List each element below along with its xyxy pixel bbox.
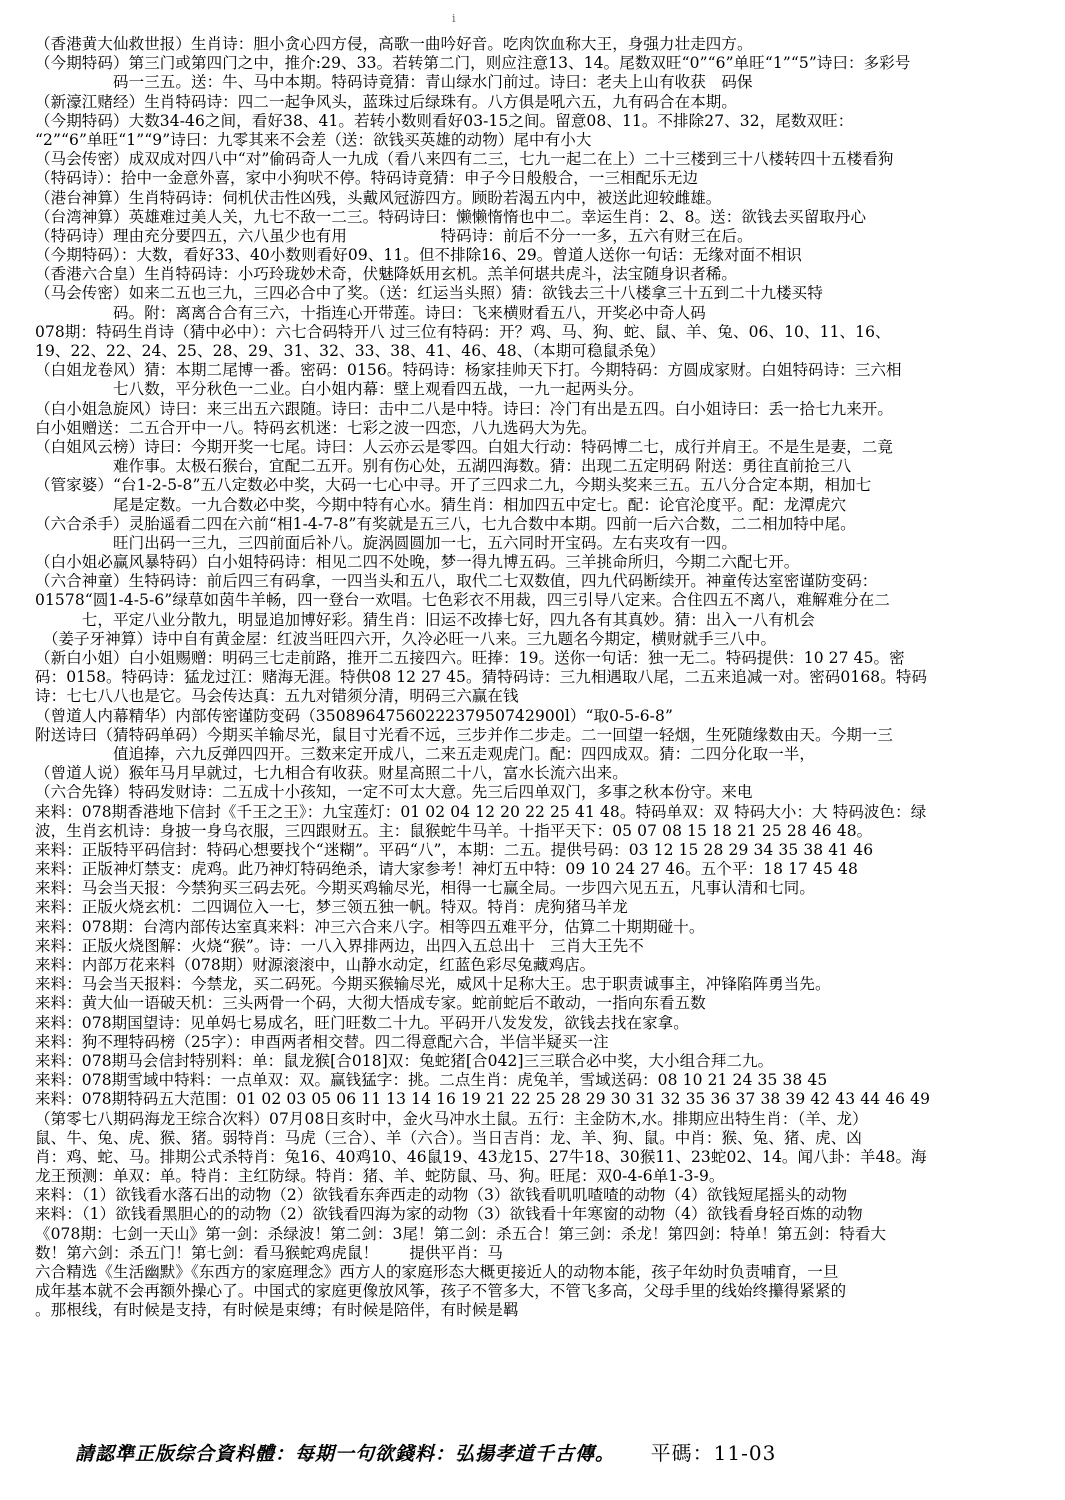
text-line: 码一三五。送：牛、马中本期。特码诗竟猜：青山绿水门前过。诗曰：老夫上山有收获 码保 xyxy=(35,73,753,92)
text-line: （今期特码）第三门或第四门之中，推介:29、33。若转第二门，则应注意13、14。尾数双旺“0”“6”单旺“1”“5”诗曰：多彩号 xyxy=(35,54,911,73)
text-line: 来料：078期国望诗：见单妈七易成名，旺门旺数二十九。平码开八发发发，欲钱去找在家拿。 xyxy=(35,1013,689,1032)
text-line: 来料：内部万花来料（078期）财源滚滚中，山静水动定，红蓝色彩尽兔藏鸡店。 xyxy=(35,956,596,974)
text-line: （第零七八期码海龙王综合次料）07月08日亥时中，金火马冲水土鼠。五行：主金防木,水。排期应出特生肖：（羊、龙） xyxy=(35,1109,868,1128)
text-line: 数！第六剑：杀五门！第七剑：看马猴蛇鸡虎鼠！ 提供平肖：马 xyxy=(35,1243,504,1262)
text-line: 难作事。太极石猴台，宜配二五开。别有伤心处，五湖四海数。猜：出现二五定明码 附送：勇往直前抢三八 xyxy=(35,457,852,476)
text-line: （香港六合皇）生肖特码诗：小巧玲珑妙术奇，伏魅降妖用玄机。羔羊何堪共虎斗，法宝随身识者稀。 xyxy=(35,265,738,284)
text-line: 七，平定八业分散九，明显追加博好彩。猜生肖：旧运不改捧七好，四九各有其真妙。猜：出入一八有机会 xyxy=(35,610,816,629)
text-line: （新濠江赌经）生肖特码诗：四二一起争风头，蓝珠过后绿珠有。八方俱是吼六五，九有码合在本期。 xyxy=(35,92,738,111)
footer-code: 平碼：11-03 xyxy=(650,1441,777,1465)
text-line: “2”“6”单旺“1”“9”诗曰：九零其来不会差（送：欲钱买英雄的动物）尾中有小大 xyxy=(35,130,592,149)
text-line: 来料：正版火烧图解：火烧“猴”。诗：一八入界排两边，出四入五总出十 三肖大王先不 xyxy=(35,936,644,955)
text-line: 来料：马会当天报料：今禁龙，买二码死。今期买猴输尽光，威风十足称大王。忠于职责诚事主，冲锋陷阵勇当先。 xyxy=(35,975,831,994)
text-line: 码。附：离离合合有三六，十指连心开带莲。诗曰：飞来横财看五八，开奖必中奇人码 xyxy=(35,303,706,322)
text-line: （六合神童）生特码诗：前后四三有码拿，一四当头和五八，取代二七双数值，四九代码断续开。神童传达室密谨防变码： xyxy=(35,572,878,591)
text-line: 鼠、牛、兔、虎、猴、猪。弱特肖：马虎（三合）、羊（六合）。当日吉肖：龙、羊、狗、鼠。中肖：猴、兔、猪、虎、凶 xyxy=(35,1128,862,1147)
page-top-mark: i xyxy=(452,12,456,25)
text-line: （白姐龙卷风）猜：本期二尾博一番。密码：0156。特码诗：杨家挂帅天下打。今期特码：方圆成家财。白姐特码诗：三六相 xyxy=(35,361,902,380)
text-line: （港台神算）生肖特码诗：伺机伏击性凶残，头戴风冠游四方。顾盼若渴五内中，被送此迎较雌雄。 xyxy=(35,188,722,207)
text-line: 来料：078期马会信封特别料：单：鼠龙猴[合018]双：兔蛇猪[合042]三三联合必中奖，大小组合拜二九。 xyxy=(35,1051,774,1070)
text-line: （六合杀手）灵胎遥看二四在六前“相1-4-7-8”有奖就是五三八，七九合数中本期。四前一后六合数，二二相加特中尾。 xyxy=(35,514,856,533)
text-line: 来料：马会当天报：今禁狗买三码去死。今期买鸡输尽光，相得一七赢全局。一步四六见五五，凡事认清和七同。 xyxy=(35,879,816,898)
text-line: 龙王预测：单双：单。特肖：主红防绿。特肖：猪、羊、蛇防鼠、马、狗。旺尾：双0-4-6单1-3-9。 xyxy=(35,1167,725,1186)
text-line: 旺门出码一三九，三四前面后补八。旋涡圆圆加一七，五六同时开宝码。左右夹攻有一四。 xyxy=(35,533,738,552)
text-line: （管家婆）“台1-2-5-8”五八定数必中奖，大码一七心中寻。开了三四求二九，今期头奖来三五。五八分合定本期，相加七 xyxy=(35,476,872,495)
text-line: （马会传密）如来二五也三九，三四必合中了奖。（送：红运当头照）猜：欲钱去三十八楼拿三十五到二十九楼买特 xyxy=(35,284,823,303)
text-line: 诗：七七八八也是它。马会传达真：五九对错须分清，明码三六赢在钱 xyxy=(35,687,519,706)
text-line: 来料：正版火烧玄机：二四调位入一七，梦三领五独一帆。特双。特肖：虎狗猪马羊龙 xyxy=(35,898,628,917)
text-line: 六合精选《生活幽默》《东西方的家庭理念》西方人的家庭形态大概更接近人的动物本能，孩子年幼时负责哺育，一旦 xyxy=(35,1263,839,1281)
text-line: （今期特码）大数34-46之间，看好38、41。若转小数则看好03-15之间。留意08、11。不排除27、32，尾数双旺： xyxy=(35,111,854,130)
text-line: （台湾神算）英雄难过美人关，九七不敌一二三。特码诗曰：懒懒惰惰也中二。幸运生肖：2、8。送：欲钱去买留取丹心 xyxy=(35,207,867,226)
text-line: 来料：狗不理特码榜（25字）：申酉两者相交替。四二得意配六合，半信半疑买一注 xyxy=(35,1032,609,1051)
text-line: 波，生肖玄机诗：身披一身乌衣服，三四跟财五。主：鼠猴蛇牛马羊。十指平天下：05 07 08 15 18 21 25 28 46 48。 xyxy=(35,821,873,840)
text-line: （曾道人内幕精华）内部传密谨防变码（3508964756022237950742900l）“取0-5-6-8” xyxy=(35,706,674,725)
text-line: 来料：078期：台湾内部传达室真来料：冲三六合来八字。相等四五难平分，估算二十期期碰十。 xyxy=(35,917,705,936)
text-line: 肖：鸡、蛇、马。排期公式杀特肖：兔16、40鸡10、46鼠19、43龙15、27牛18、30猴11、23蛇02、14。闻八卦：羊48。海 xyxy=(35,1147,927,1166)
text-line: 值追捧，六九反弹四四开。三数来定开成八，二来五走观虎门。配：四四成双。猜：二四分化取一半， xyxy=(35,744,816,763)
text-line: 来料：078期特码五大范围：01 02 03 05 06 11 13 14 16 19 21 22 25 28 29 30 31 32 35 36 37 38 39 42 43 44 46 49 xyxy=(35,1090,931,1109)
text-line: 来料：（1）欲钱看水落石出的动物（2）欲钱看东奔西走的动物（3）欲钱看叽叽喳喳的动物（4）欲钱短尾摇头的动物 xyxy=(35,1186,848,1205)
page-footer xyxy=(75,1437,776,1466)
text-line: 白小姐赠送：二五合开中一八。特码玄机迷：七彩之波一四恋，八九选码大为先。 xyxy=(35,418,597,437)
text-line: （今期特码）：大数，看好33、40小数则看好09、11。但不排除16、29。曾道人送你一句话：无缘对面不相识 xyxy=(35,246,802,265)
text-line: （白小姐必赢风暴特码）白小姐特码诗：相见二四不处晚，梦一得九博五码。三羊挑命所归，今期二六配七开。 xyxy=(35,553,800,572)
text-line: 七八数，平分秋色一二业。白小姐内幕：壁上观看四五战，一九一起两头分。 xyxy=(35,380,644,399)
text-line: （特码诗）：拾中一金意外喜，家中小狗吠不停。特码诗竟猜：申子今日般般合，一三相配乐无边 xyxy=(35,169,699,188)
text-line: 尾是定数。一九合数必中奖，今期中特有心水。猜生肖：相加四五中定七。配：论官沦度平。配：龙潭虎穴 xyxy=(35,495,847,514)
text-line: 来料：（1）欲钱看黑胆心的的动物（2）欲钱看四海为家的动物（3）欲钱看十年寒窗的动物（4）欲钱看身轻百炼的动物 xyxy=(35,1205,863,1224)
text-line: 来料：正版神灯禁支：虎鸡。此乃神灯特码绝杀，请大家参考！神灯五中特：09 10 24 27 46。五个平：18 17 45 48 xyxy=(35,860,858,879)
text-line: 来料：黄大仙一语破天机：三头两骨一个码，大彻大悟成专家。蛇前蛇后不敢动，一指向东看五数 xyxy=(35,994,706,1013)
text-line: 。那根线，有时候是支持，有时候是束缚；有时候是陪伴，有时候是羁 xyxy=(35,1301,519,1320)
text-line: （曾道人说）猴年马月早就过，七九相合有收获。财星高照二十八，富水长流六出来。 xyxy=(35,764,628,783)
text-line: 来料：078期雪域中特料：一点单双：双。赢钱猛字：挑。二点生肖：虎兔羊，雪域送码：08 10 21 24 35 38 45 xyxy=(35,1071,828,1090)
text-line: 附送诗曰（猜特码单码）今期买羊输尽光，鼠目寸光看不远，三步并作二步走。二一回望一轻烟，生死随缘数由天。今期一三 xyxy=(35,725,894,744)
text-line: （新白小姐）白小姐赐赠：明码三七走前路，推开二五接四六。旺捧：19。送你一句话：独一无二。特码提供：10 27 45。密 xyxy=(35,649,905,667)
text-line: 来料：正版特平码信封：特码心想要找个“迷糊”。平码“八”，本期：二五。提供号码：03 12 15 28 29 34 35 38 41 46 xyxy=(35,840,874,859)
text-line: 成年基本就不会再额外操心了。中国式的家庭更像放风筝，孩子不管多大，不管飞多高，父母手里的线始终攥得紧紧的 xyxy=(35,1282,847,1301)
text-line: 078期：特码生肖诗（猜中必中）：六七合码特开八 过三位有特码：开？鸡、马、狗、蛇、鼠、羊、兔、06、10、11、16、 xyxy=(35,322,891,341)
text-line: 01578“圆1-4-5-6”绿草如茵牛羊畅，四一登台一欢唱。七色彩衣不用裁，四三引导八定来。合住四五不离八，难解难分在二 xyxy=(35,591,890,610)
text-line: 19、22、22、24、25、28、29、31、32、33、38、41、46、48、（本期可稳鼠杀兔） xyxy=(35,342,665,360)
document-body xyxy=(35,35,1035,1321)
footer-slogan: 請認準正版综合資料體：每期一句欲錢料：弘揚孝道千古傳。 xyxy=(75,1443,616,1465)
text-line: 来料：078期香港地下信封《千王之王》：九宝莲灯：01 02 04 12 20 22 25 41 48。特码单双：双 特码大小：大 特码波色：绿 xyxy=(35,802,927,821)
text-line: （白小姐急旋风）诗曰：来三出五六跟随。诗曰：击中二八是中特。诗曰：冷门有出是五四。白小姐诗曰：丢一拾七九来开。 xyxy=(35,399,894,418)
text-line: 码：0158。特码诗：猛龙过江：赌海无涯。特供08 12 27 45。猜特码诗：三九相遇取八尾，二五来追减一对。密码0168。特码 xyxy=(35,668,928,687)
text-line: （特码诗）理由充分要四五，六八虽少也有用 特码诗：前后不分一一多，五六有财三在后。 xyxy=(35,226,753,245)
text-line: （白姐风云榜）诗曰：今期开奖一七尾。诗曰：人云亦云是零四。白姐大行动：特码博二七，成行并肩王。不是生是妻，二竟 xyxy=(35,437,894,456)
text-line: （姜子牙神算）诗中自有黄金屋：红波当旺四六开，久冷必旺一八来。三九题名今期定，横财就手三八中。 xyxy=(35,629,777,648)
text-line: （六合先锋）特码发财诗：二五成十小孩知，一定不可太大意。先三后四单双门，多事之秋本份守。来电 xyxy=(35,783,753,802)
text-line: 《078期：七剑一天山》第一剑：杀绿波！第二剑：3尾！第二剑：杀五合！第三剑：杀龙！第四剑：特单！第五剑：特看大 xyxy=(35,1224,887,1243)
text-line: （马会传密）成双成对四八中“对”偷码奇人一九成（看八来四有二三，七九一起二在上）二十三楼到三十八楼转四十五楼看狗 xyxy=(35,150,894,169)
text-line: （香港黄大仙救世报）生肖诗：胆小贪心四方侵，高歌一曲吟好音。吃肉饮血称大王，身强力壮走四方。 xyxy=(35,35,753,53)
